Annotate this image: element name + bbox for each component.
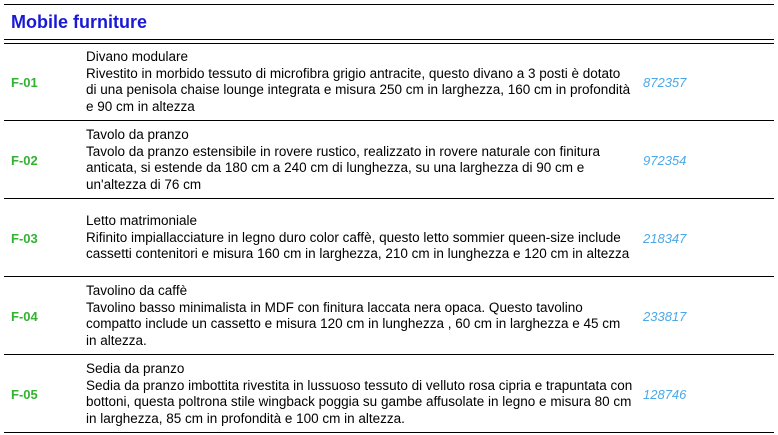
list-item [4, 44, 774, 121]
item-description-block [86, 213, 633, 263]
item-name: Sedia da pranzo [86, 361, 185, 376]
item-description-block [86, 127, 633, 193]
item-description: Tavolo da pranzo estensibile in rovere rustico, realizzato in rovere naturale con finitura anticata, si estende da 180 cm a 240 cm di lunghezza, su una larghezza di 90 cm e un'altezza di 76 cm [86, 143, 601, 192]
item-name: Divano modulare [86, 49, 189, 64]
item-code: F-02 [11, 152, 38, 168]
item-name: Tavolino da caffè [86, 283, 188, 298]
furniture-sheet [4, 4, 774, 433]
list-item [4, 122, 774, 199]
item-description: Sedia da pranzo imbottita rivestita in lussuoso tessuto di velluto rosa cipria e trapuntata con bottoni, questa poltrona stile wingback poggia su gambe affusolate in legno e misura 80 cm in larghezza, 85 cm in profondità e 100 cm in altezza. [86, 377, 633, 426]
item-description: Rivestito in morbido tessuto di microfibra grigio antracite, questo divano a 3 posti è dotato di una penisola chaise lounge integrata e misura 250 cm in larghezza, 160 cm in profondità e 90 cm in altezza [86, 65, 631, 114]
item-description-block [86, 283, 633, 349]
item-code: F-04 [11, 308, 38, 324]
item-code: F-05 [11, 386, 38, 402]
sheet-header [4, 4, 774, 40]
item-description-block [86, 361, 633, 427]
item-code: F-01 [11, 74, 38, 90]
item-description: Rifinito impiallacciature in legno duro color caffè, questo letto sommier queen-size include cassetti contenitori e misura 160 cm in larghezza, 210 cm in lunghezza e 120 cm in altezza [86, 229, 630, 262]
item-name: Tavolo da pranzo [86, 127, 189, 142]
page-title: Mobile furniture [11, 11, 147, 32]
item-name: Letto matrimoniale [86, 213, 198, 229]
item-reference: 972354 [643, 152, 687, 168]
item-code: F-03 [11, 230, 38, 246]
list-item [4, 278, 774, 355]
item-reference: 872357 [643, 74, 687, 90]
item-description-block [86, 49, 633, 115]
item-reference: 128746 [643, 386, 687, 402]
list-item [4, 200, 774, 277]
list-item [4, 356, 774, 433]
item-reference: 218347 [643, 230, 687, 246]
item-reference: 233817 [643, 308, 687, 324]
furniture-list [4, 43, 774, 433]
item-description: Tavolino basso minimalista in MDF con finitura laccata nera opaca. Questo tavolino compatto include un cassetto e misura 120 cm in lunghezza , 60 cm in larghezza e 45 cm in altezza. [86, 299, 621, 348]
